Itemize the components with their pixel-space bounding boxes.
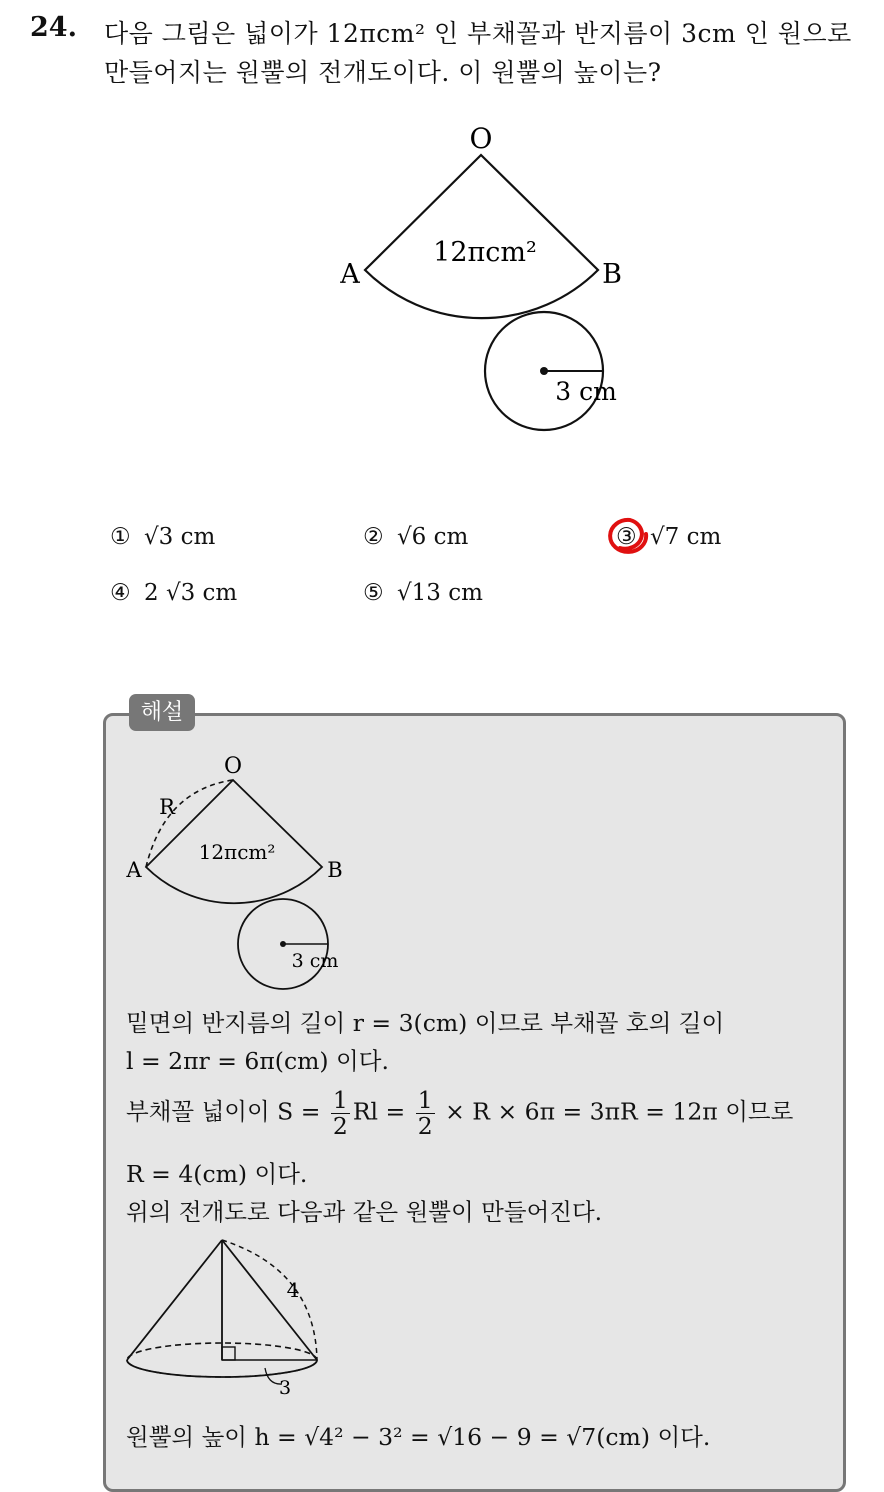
question-text-line2: 만들어지는 원뿔의 전개도이다. 이 원뿔의 높이는?	[104, 58, 662, 87]
choice-3-text: √7 cm	[650, 524, 722, 550]
fraction-1-denominator: 2	[332, 1111, 348, 1140]
right-angle-mark	[222, 1347, 235, 1360]
choice-5-mark: ⑤	[363, 580, 384, 606]
cone-radius-label: 3	[278, 1377, 292, 1399]
label-b: B	[602, 259, 622, 290]
choice-4-text: 2 √3 cm	[144, 580, 238, 606]
choice-1-text: √3 cm	[144, 524, 216, 550]
choice-5-text: √13 cm	[397, 580, 483, 606]
solution-label-r: R	[159, 795, 175, 819]
radius-label: 3 cm	[555, 377, 617, 406]
fraction-2-denominator: 2	[417, 1111, 433, 1140]
cone-left-edge	[127, 1240, 222, 1360]
question-number: 24.	[30, 12, 77, 43]
solution-tag: 해설	[129, 694, 195, 731]
fraction-2-numerator: 1	[417, 1086, 433, 1114]
solution-label-o: O	[223, 754, 243, 779]
label-o: O	[469, 122, 493, 155]
solution-line2: l = 2πr = 6π(cm) 이다.	[126, 1047, 389, 1075]
question-text-line1: 다음 그림은 넓이가 12πcm² 인 부채꼴과 반지름이 3cm 인 원으로	[104, 19, 852, 48]
fraction-1-numerator: 1	[332, 1086, 348, 1114]
sector-area-label: 12πcm²	[433, 237, 537, 268]
choice-4-mark: ④	[110, 580, 131, 606]
choice-1-mark: ①	[110, 524, 131, 550]
solution-line3-prefix: 부채꼴 넓이이 S =	[126, 1097, 321, 1126]
choice-3-mark: ③	[616, 524, 637, 550]
solution-line5: 위의 전개도로 다음과 같은 원뿔이 만들어진다.	[126, 1198, 603, 1226]
solution-line3-mid: Rl =	[352, 1097, 406, 1126]
solution-label-b: B	[327, 858, 343, 882]
solution-label-a: A	[126, 858, 142, 882]
choice-2-mark: ②	[363, 524, 384, 550]
cone-slant-label: 4	[286, 1278, 300, 1302]
cone-base-front	[127, 1360, 317, 1377]
label-a: A	[340, 259, 360, 290]
solution-line6: 원뿔의 높이 h = √4² − 3² = √16 − 9 = √7(cm) 이다.	[126, 1423, 711, 1451]
solution-area-label: 12πcm²	[198, 840, 276, 864]
solution-line4: R = 4(cm) 이다.	[126, 1160, 308, 1188]
solution-radius-label: 3 cm	[291, 950, 339, 972]
solution-line3-suffix: × R × 6π = 3πR = 12π 이므로	[445, 1097, 794, 1126]
solution-line1: 밑면의 반지름의 길이 r = 3(cm) 이므로 부채꼴 호의 길이	[126, 1009, 725, 1037]
choice-2-text: √6 cm	[397, 524, 469, 550]
